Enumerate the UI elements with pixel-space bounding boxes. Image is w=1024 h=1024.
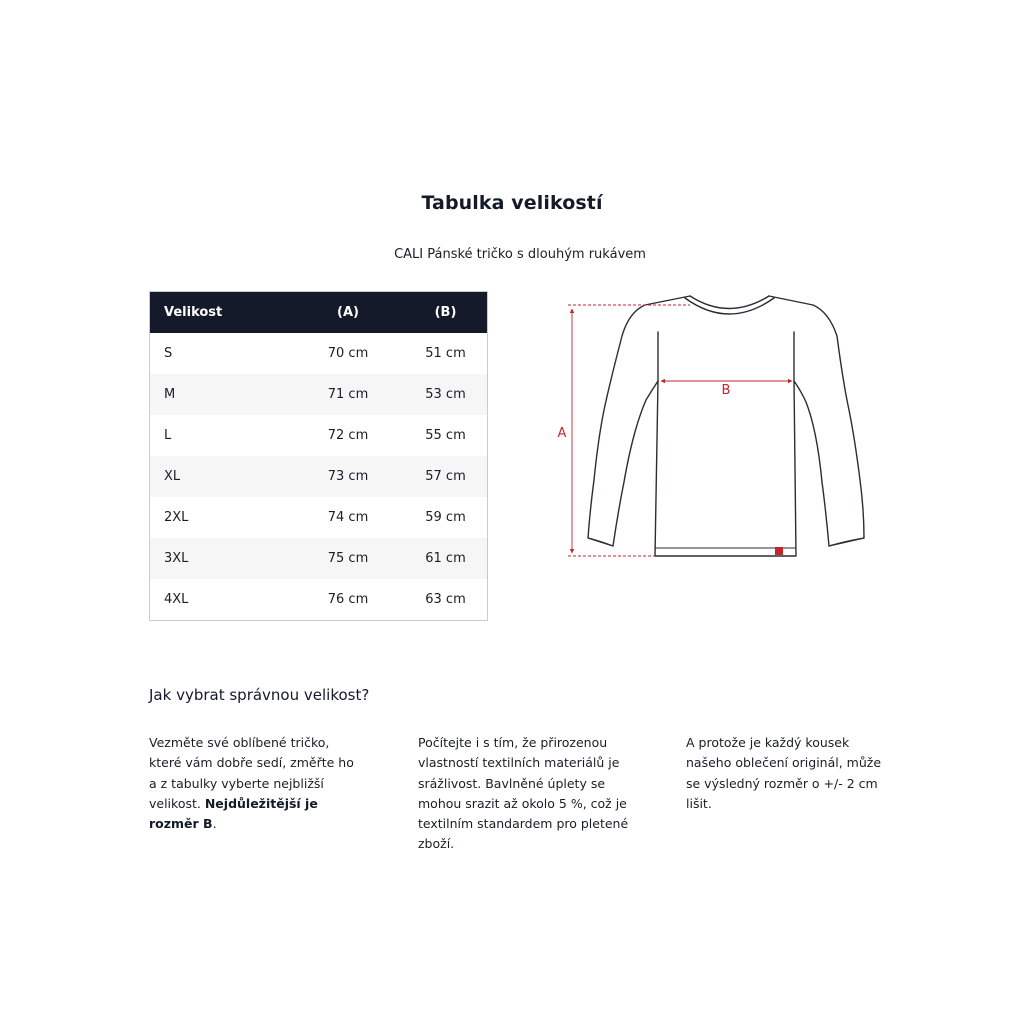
measure-b-cell: 59 cm xyxy=(425,509,466,525)
tip-emphasis: Nejdůležitější je rozměr B xyxy=(149,795,318,832)
measure-b-cell: 61 cm xyxy=(425,550,466,566)
tshirt-measurement-diagram xyxy=(548,286,878,576)
column-header-size: Velikost xyxy=(164,304,223,320)
measure-b-cell: 53 cm xyxy=(425,386,466,402)
table-row xyxy=(150,579,488,621)
measure-b-cell: 51 cm xyxy=(425,345,466,361)
table-row xyxy=(150,374,488,415)
measure-b-cell: 63 cm xyxy=(425,591,466,607)
size-cell: 4XL xyxy=(164,591,189,607)
table-row xyxy=(150,497,488,538)
measure-a-cell: 75 cm xyxy=(327,550,369,566)
size-table-header xyxy=(150,292,488,333)
brand-label-tag xyxy=(775,547,783,555)
table-row xyxy=(150,415,488,456)
tshirt-outline xyxy=(588,296,864,556)
product-subtitle: CALI Pánské tričko s dlouhým rukávem xyxy=(394,247,646,262)
table-row xyxy=(150,456,488,497)
size-cell: L xyxy=(164,427,172,443)
size-cell: 2XL xyxy=(164,509,189,525)
howto-tip-tolerance: A protože je každý kousek našeho oblečení originál, může se výsledný rozměr o +/- 2 cm lišit. xyxy=(686,735,882,811)
measure-a-cell: 72 cm xyxy=(327,427,369,443)
dimension-b-label: B xyxy=(721,383,731,398)
howto-heading: Jak vybrat správnou velikost? xyxy=(149,686,370,704)
size-table xyxy=(149,291,488,621)
tip-text: Vezměte své oblíbené tričko, které vám dobře sedí, změřte ho a z tabulky vyberte nejbližší velikost. xyxy=(149,735,354,811)
measurement-guides xyxy=(568,305,792,556)
page-title: Tabulka velikostí xyxy=(421,192,603,214)
column-header-a: (A) xyxy=(337,304,359,320)
measure-a-cell: 71 cm xyxy=(327,386,369,402)
size-cell: 3XL xyxy=(164,550,189,566)
measure-a-cell: 76 cm xyxy=(327,591,369,607)
size-cell: XL xyxy=(164,468,181,484)
table-row xyxy=(150,538,488,579)
howto-tip-shrinkage: Počítejte i s tím, že přirozenou vlastností textilních materiálů je srážlivost. Bavlněné úplety se mohou srazit až okolo 5 %, což je textilním standardem pro pletené zboží. xyxy=(418,735,629,852)
measure-a-cell: 73 cm xyxy=(327,468,369,484)
size-cell: S xyxy=(164,345,173,361)
size-cell: M xyxy=(164,386,176,402)
table-row xyxy=(150,333,488,374)
measure-b-cell: 55 cm xyxy=(425,427,466,443)
column-header-b: (B) xyxy=(434,304,457,320)
howto-tip-measure xyxy=(149,733,361,834)
measure-b-cell: 57 cm xyxy=(425,468,466,484)
measure-a-cell: 74 cm xyxy=(327,509,369,525)
tip-text-end: . xyxy=(212,816,217,832)
measure-a-cell: 70 cm xyxy=(327,345,369,361)
dimension-a-label: A xyxy=(557,426,567,441)
